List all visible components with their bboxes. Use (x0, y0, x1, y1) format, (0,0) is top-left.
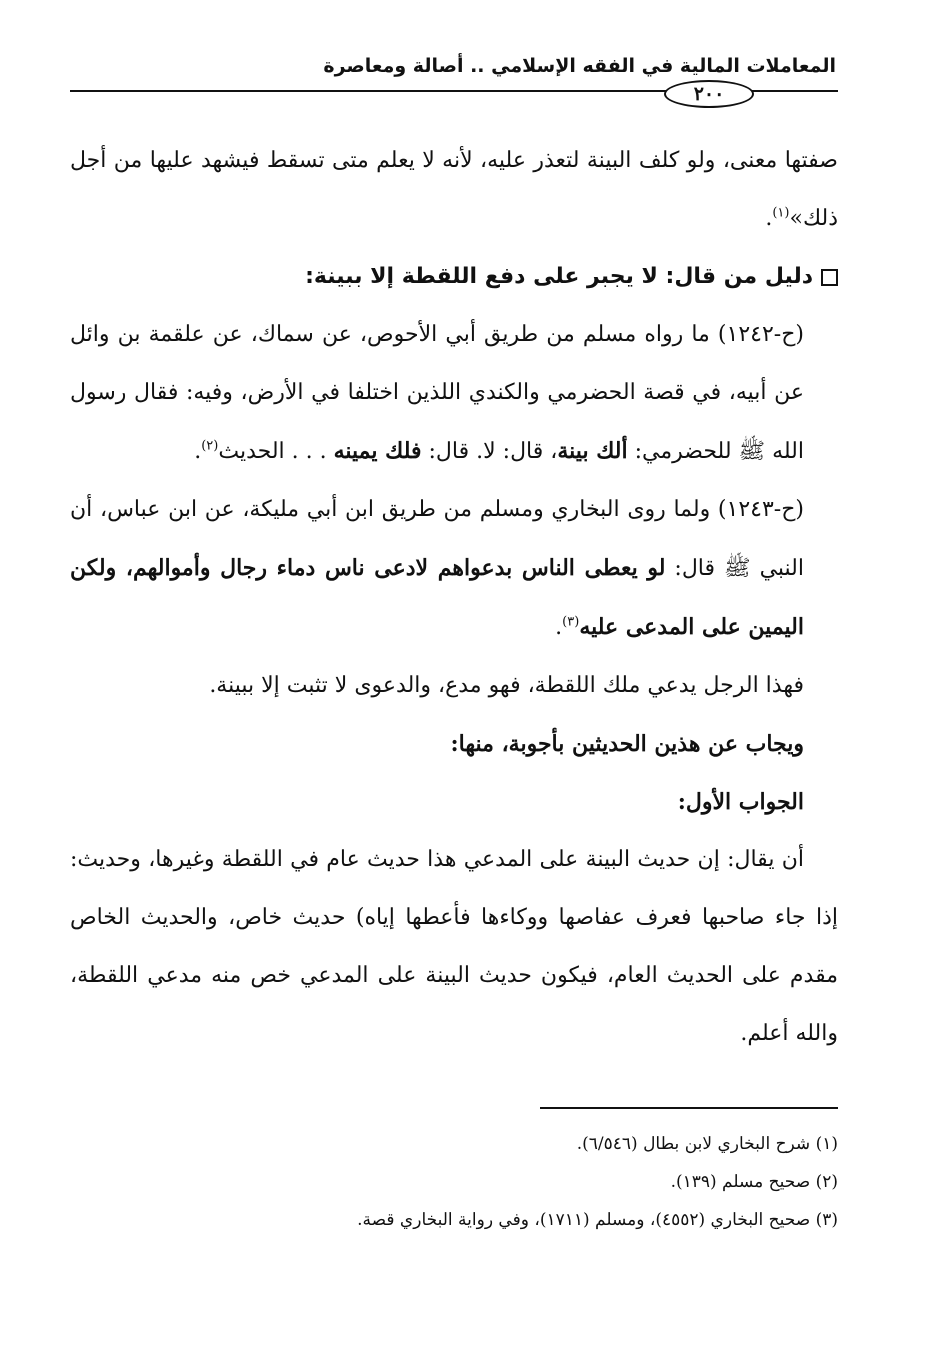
footnote-rule (540, 1107, 838, 1109)
footnote-ref-1[interactable]: (١) (772, 205, 790, 221)
hadith-1243-text: (ح-١٢٤٣) ولما روى البخاري ومسلم من طريق ابن أبي مليكة، عن ابن عباس، أن النبي ﷺ قال: (70, 497, 804, 581)
hadith-1242-quote-1: ألك بينة (557, 438, 628, 464)
hadith-1242-quote-2: فلك يمينه (333, 438, 422, 464)
hadith-1243-end: . (555, 615, 563, 640)
hadith-1243 (70, 481, 838, 657)
body-text (70, 132, 838, 1063)
section-heading-text: دليل من قال: لا يجبر على دفع اللقطة إلا ببينة: (305, 264, 813, 289)
paragraph-continuation (70, 132, 838, 248)
checkbox-icon (821, 269, 838, 286)
footnote-3: (٣) صحيح البخاري (٤٥٥٢)، ومسلم (١٧١١)، وفي رواية البخاري قصة. (357, 1210, 838, 1230)
footnote-ref-2[interactable]: (٢) (201, 438, 219, 454)
paragraph-claim: فهذا الرجل يدعي ملك اللقطة، فهو مدع، والدعوى لا تثبت إلا ببينة. (209, 673, 804, 698)
continuation-end: . (765, 206, 773, 231)
continuation-text: صفتها معنى، ولو كلف البينة لتعذر عليه، لأنه لا يعلم متى تسقط فيشهد عليها من أجل ذلك» (70, 148, 838, 231)
footnote-1: (١) شرح البخاري لابن بطال (٦/٥٤٦). (576, 1134, 838, 1154)
first-answer-label: الجواب الأول: (677, 789, 804, 815)
hadith-1243-quote: لو يعطى الناس بدعواهم لادعى ناس دماء رجال وأموالهم، ولكن اليمين على المدعى عليه (70, 555, 804, 640)
hadith-1242 (70, 306, 838, 481)
footnote-ref-3[interactable]: (٣) (562, 614, 580, 630)
hadith-1242-mid: ، قال: لا. قال: (428, 439, 558, 464)
footnotes (120, 1125, 838, 1239)
section-heading (70, 248, 838, 306)
hadith-1242-end: . (194, 439, 202, 464)
running-title: المعاملات المالية في الفقه الإسلامي .. أصالة ومعاصرة (323, 55, 836, 77)
paragraph-first-answer: أن يقال: إن حديث البينة على المدعي هذا حديث عام في اللقطة وغيرها، وحديث: إذا جاء صاحبها فعرف عفاصها ووكاءها فأعطها إياه) حديث خاص، والحديث الخاص مقدم على الحديث العام، فيكون حديث البينة على المدعي خص منه مدعي اللقطة، والله أعلم. (70, 847, 838, 1046)
hadith-1242-tail: . . . الحديث (218, 439, 327, 464)
footnote-2: (٢) صحيح مسلم (١٣٩). (670, 1172, 838, 1192)
hadith-1242-text: (ح-١٢٤٢) ما رواه مسلم من طريق أبي الأحوص، عن سماك، عن علقمة بن وائل عن أبيه، في قصة الحضرمي والكندي اللذين اختلفا في الأرض، وفيه: فقال رسول الله ﷺ للحضرمي: (70, 322, 804, 464)
page-number: ٢٠٠ (664, 80, 754, 108)
paragraph-answers-intro: ويجاب عن هذين الحديثين بأجوبة، منها: (450, 731, 804, 757)
